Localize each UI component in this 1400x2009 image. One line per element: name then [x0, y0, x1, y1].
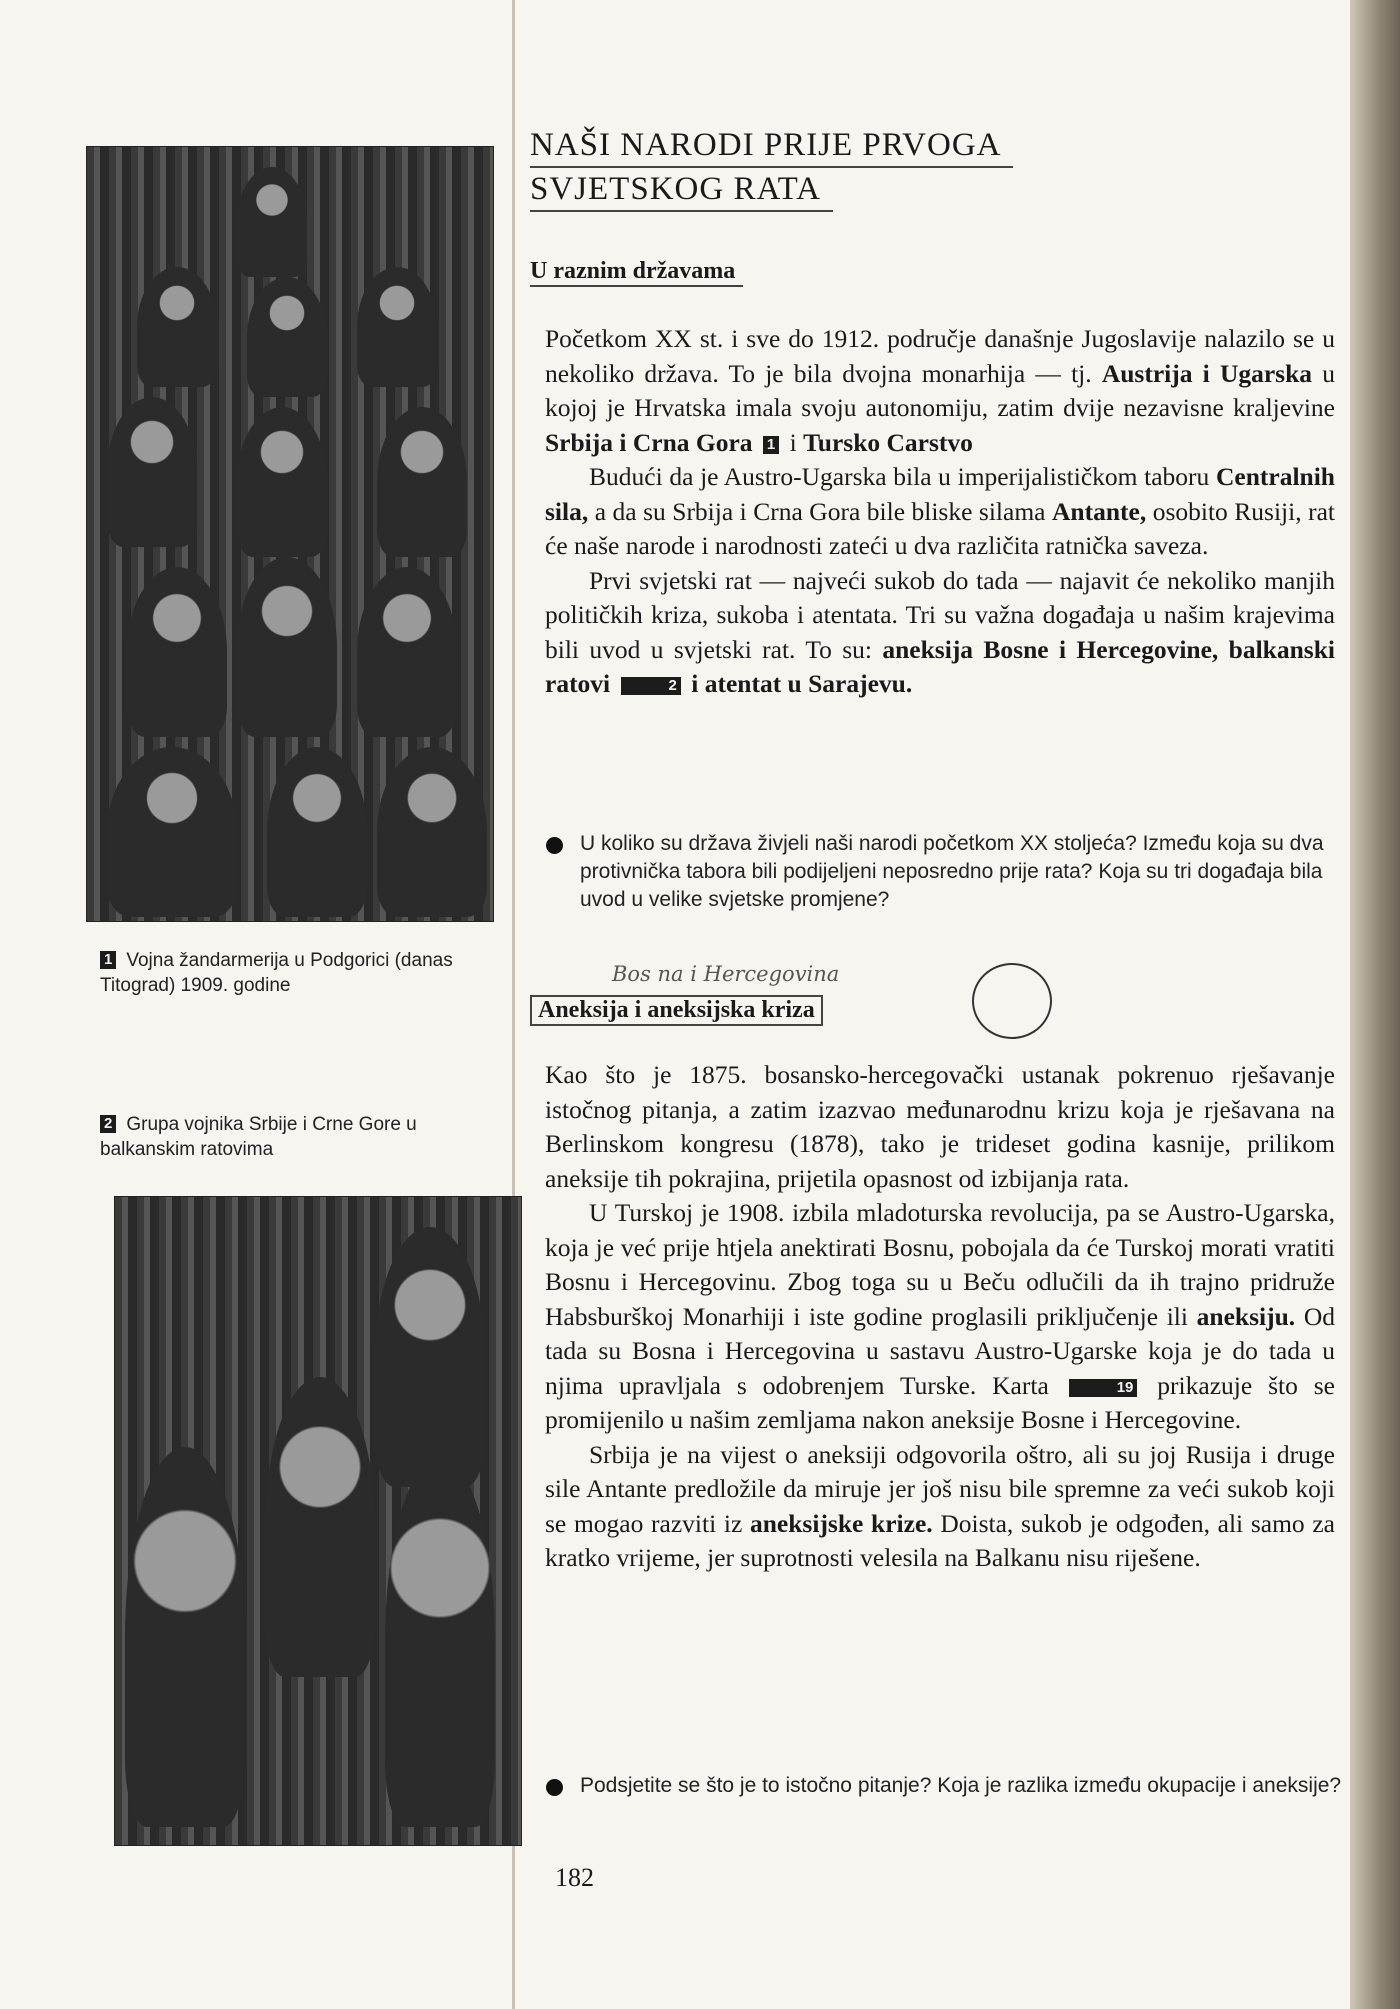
- paragraph: Prvi svjetski rat — najveći sukob do tada — najavit će nekoliko manjih političkih kriza, sukoba i atentata. Tri su važna događaja u našim krajevima bili uvod u svjetski rat. To su: aneksija Bosne i Hercegovine, balkanski ratovi 2 i atentat u Sarajevu.: [545, 565, 1335, 698]
- section-body: [545, 1058, 1335, 1576]
- paragraph: Budući da je Austro-Ugarska bila u imperijalističkom taboru Centralnih sila, a da su Srbija i Crna Gora bile bliske silama Antante, osobito Rusiji, rat će naše narode i narodnosti zateći u dva različita ratnička saveza.: [545, 462, 1335, 560]
- caption-number-badge: 2: [100, 1115, 116, 1133]
- question-text: U koliko su država živjeli naši narodi početkom XX stoljeća? Između koja su dva protivnička tabora bili podijeljeni neposredno prije rata? Koja su tri događaja bila uvod u velike svjetske promjene?: [580, 832, 1324, 911]
- paragraph: U Turskoj je 1908. izbila mladoturska revolucija, pa se Austro-Ugarska, koja je već prije htjela anektirati Bosnu, pobojala da će Turskoj morati vratiti Bosnu i Hercegovinu. Zbog toga su u Beču odlučili da ih trajno pridruže Habsburškoj Monarhiji i iste godine proglasili priključenje ili aneksiju. Od tada su Bosna i Hercegovina u sastavu Austro-Ugarske koja je do tada u njima upravljala s odobrenjem Turske. Karta 19 prikazuje što se promijenilo u našim zemljama nakon aneksije Bosne i Hercegovine.: [545, 1198, 1336, 1434]
- paragraph: Srbija je na vijest o aneksiji odgovorila oštro, ali su joj Rusija i druge sile Antante predložile da miruje jer još nisu bile spremne za veći sukob koji se mogao razviti iz aneksijske krize. Doista, sukob je odgođen, ali samo za kratko vrijeme, jer suprotnosti velesila na Balkanu nisu riješene.: [545, 1439, 1335, 1572]
- section-heading: Aneksija i aneksijska kriza: [530, 995, 823, 1026]
- photo-soldiers: [114, 1196, 522, 1846]
- figure-ref-badge: 2: [621, 677, 681, 695]
- title-line: NAŠI NARODI PRIJE PRVOGA: [530, 124, 1013, 168]
- review-question: [546, 1772, 1360, 1800]
- photo-gendarmerie: [86, 146, 494, 922]
- caption-text: Grupa vojnika Srbije i Crne Gore u balkanskim ratovima: [100, 1114, 417, 1160]
- question-text: Podsjetite se što je to istočno pitanje? Koja je razlika između okupacije i aneksije?: [580, 1774, 1342, 1797]
- handwritten-circle-icon: [972, 963, 1052, 1039]
- handwritten-note: Bos na i Hercegovina: [612, 962, 840, 986]
- section-body: [545, 322, 1335, 702]
- figure-ref-badge: 1: [763, 436, 779, 454]
- caption-photo-2: [100, 1112, 480, 1162]
- page-number: 182: [555, 1863, 594, 1892]
- page-title: [530, 124, 1150, 212]
- bullet-icon: [546, 1779, 563, 1796]
- paragraph: Kao što je 1875. bosansko-hercegovački ustanak pokrenuo rješavanje istočnog pitanja, a zatim izazvao međunarodnu krizu koja je rješavana na Berlinskom kongresu (1878), tako je trideset godina kasnije, prilikom aneksije tih pokrajina, prijetila opasnost od izbijanja rata.: [545, 1060, 1335, 1193]
- paragraph: Početkom XX st. i sve do 1912. područje današnje Jugoslavije nalazilo se u nekoliko država. To je bila dvojna monarhija — tj. Austrija i Ugarska u kojoj je Hrvatska imala svoju autonomiju, zatim dvije nezavisne kraljevine Srbija i Crna Gora 1 i Tursko Carstvo: [545, 324, 1335, 457]
- caption-text: Vojna žandarmerija u Podgorici (danas Titograd) 1909. godine: [100, 950, 453, 996]
- review-question: [546, 830, 1360, 914]
- title-line: SVJETSKOG RATA: [530, 168, 833, 212]
- bullet-icon: [546, 837, 563, 854]
- next-page-edge: [1350, 0, 1400, 2009]
- caption-photo-1: [100, 948, 480, 998]
- map-ref-badge: 19: [1069, 1379, 1138, 1397]
- caption-number-badge: 1: [100, 951, 116, 969]
- section-heading: U raznim državama: [530, 258, 743, 287]
